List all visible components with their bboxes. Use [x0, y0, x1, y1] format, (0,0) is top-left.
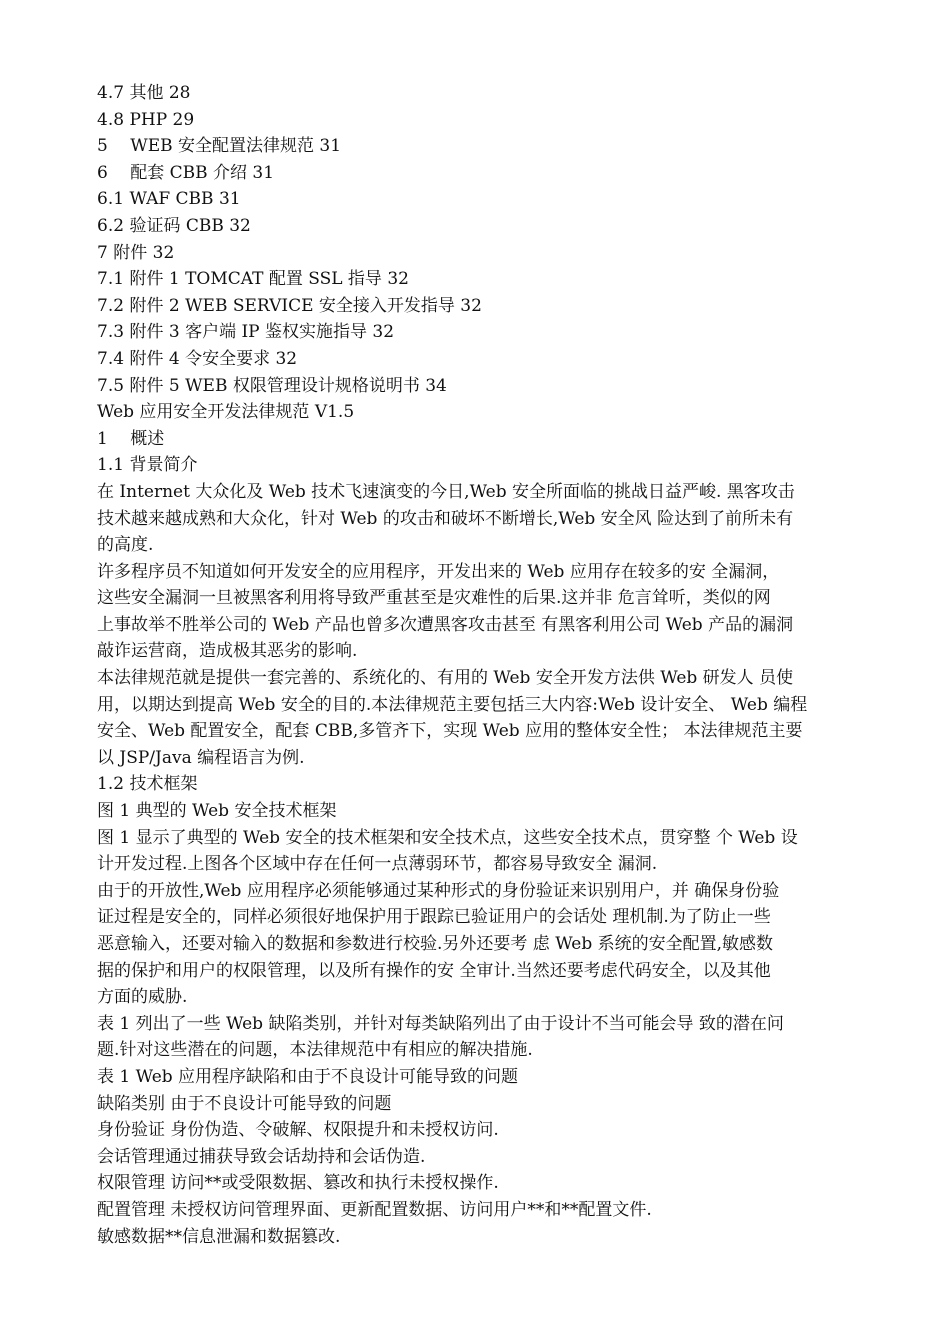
table-header: 缺陷类别 由于不良设计可能导致的问题	[97, 1093, 392, 1114]
table-row: 敏感数据**信息泄漏和数据篡改.	[97, 1226, 341, 1247]
paragraph	[97, 665, 877, 771]
paragraph-line: 的高度.	[97, 535, 154, 556]
paragraph-line: 本法律规范就是提供一套完善的、系统化的、有用的 Web 安全开发方法供 Web 研发人 员使	[97, 668, 794, 689]
paragraph-line: 恶意输入，还要对输入的数据和参数进行校验.另外还要考 虑 Web 系统的安全配置,敏感数	[97, 934, 774, 954]
document-title: Web 应用安全开发法律规范 V1.5	[97, 402, 355, 423]
table-row: 会话管理通过捕获导致会话劫持和会话伪造.	[97, 1146, 426, 1167]
subsection-heading: 1.2 技术框架	[97, 774, 198, 795]
paragraph-line: 证过程是安全的，同样必须很好地保护用于跟踪已验证用户的会话处 理机制.为了防止一些	[97, 907, 771, 928]
subsection-heading: 1.1 背景简介	[97, 455, 198, 476]
paragraph-line: 这些安全漏洞一旦被黑客利用将导致严重甚至是灾难性的后果.这并非 危言耸听，类似的网	[97, 588, 771, 609]
paragraph-line: 表 1 列出了一些 Web 缺陷类别，并针对每类缺陷列出了由于设计不当可能会导 致的潜在问	[97, 1013, 784, 1034]
document-page	[97, 80, 877, 1250]
toc-entry: 7.3 附件 3 客户端 IP 鉴权实施指导 32	[97, 322, 395, 343]
paragraph-line: 技术越来越成熟和大众化，针对 Web 的攻击和破坏不断增长,Web 安全风 险达到了前所未有	[97, 508, 794, 529]
table-body	[97, 1117, 877, 1250]
paragraph-line: 方面的威胁.	[97, 987, 188, 1008]
paragraph-line: 据的保护和用户的权限管理，以及所有操作的安 全审计.当然还要考虑代码安全，以及其他	[97, 960, 771, 981]
section-heading: 1 概述	[97, 428, 165, 449]
paragraph-line: 许多程序员不知道如何开发安全的应用程序，开发出来的 Web 应用存在较多的安 全漏洞，	[97, 561, 780, 582]
paragraph	[97, 559, 877, 665]
toc-entry: 4.7 其他 28	[97, 83, 191, 103]
toc-entry: 7.2 附件 2 WEB SERVICE 安全接入开发指导 32	[97, 295, 482, 316]
paragraph-line: 用，以期达到提高 Web 安全的目的.本法律规范主要包括三大内容:Web 设计安全、 Web 编程	[97, 694, 808, 715]
toc-entry: 6 配套 CBB 介绍 31	[97, 162, 275, 183]
paragraph-line: 安全、Web 配置安全，配套 CBB,多管齐下，实现 Web 应用的整体安全性； 本法律规范主要	[97, 721, 803, 742]
paragraph	[97, 1011, 877, 1064]
table-row: 权限管理 访问**或受限数据、篡改和执行未授权操作.	[97, 1173, 499, 1194]
toc-entry: 4.8 PHP 29	[97, 109, 195, 130]
toc-entry: 7.4 附件 4 令安全要求 32	[97, 348, 298, 369]
toc-entry: 5 WEB 安全配置法律规范 31	[97, 136, 342, 157]
toc	[97, 80, 877, 399]
table-row: 身份验证 身份伪造、令破解、权限提升和未授权访问.	[97, 1120, 499, 1141]
paragraph-line: 以 JSP/Java 编程语言为例.	[97, 747, 305, 768]
toc-entry: 6.1 WAF CBB 31	[97, 189, 241, 210]
toc-entry: 7 附件 32	[97, 242, 175, 263]
paragraph-line: 在 Internet 大众化及 Web 技术飞速演变的今日,Web 安全所面临的挑战日益严峻. 黑客攻击	[97, 481, 795, 502]
paragraph-line: 由于的开放性,Web 应用程序必须能够通过某种形式的身份验证来识别用户，并 确保身份验	[97, 880, 780, 901]
paragraph	[97, 878, 877, 1011]
paragraph	[97, 825, 877, 878]
paragraph-line: 图 1 显示了典型的 Web 安全的技术框架和安全技术点，这些安全技术点，贯穿整 个 Web 设	[97, 827, 798, 848]
toc-entry: 6.2 验证码 CBB 32	[97, 215, 251, 236]
table-row: 配置管理 未授权访问管理界面、更新配置数据、访问用户**和**配置文件.	[97, 1199, 652, 1220]
paragraph	[97, 479, 877, 559]
paragraph-line: 敲诈运营商，造成极其恶劣的影响.	[97, 641, 358, 662]
paragraph-line: 计开发过程.上图各个区域中存在任何一点薄弱环节，都容易导致安全 漏洞.	[97, 854, 658, 875]
toc-entry: 7.1 附件 1 TOMCAT 配置 SSL 指导 32	[97, 269, 409, 290]
table-caption: 表 1 Web 应用程序缺陷和由于不良设计可能导致的问题	[97, 1066, 519, 1087]
paragraph-line: 上事故举不胜举公司的 Web 产品也曾多次遭黑客攻击甚至 有黑客利用公司 Web 产品的漏洞	[97, 614, 794, 635]
toc-entry: 7.5 附件 5 WEB 权限管理设计规格说明书 34	[97, 375, 447, 396]
figure-caption: 图 1 典型的 Web 安全技术框架	[97, 801, 337, 822]
paragraph-line: 题.针对这些潜在的问题，本法律规范中有相应的解决措施.	[97, 1040, 533, 1061]
